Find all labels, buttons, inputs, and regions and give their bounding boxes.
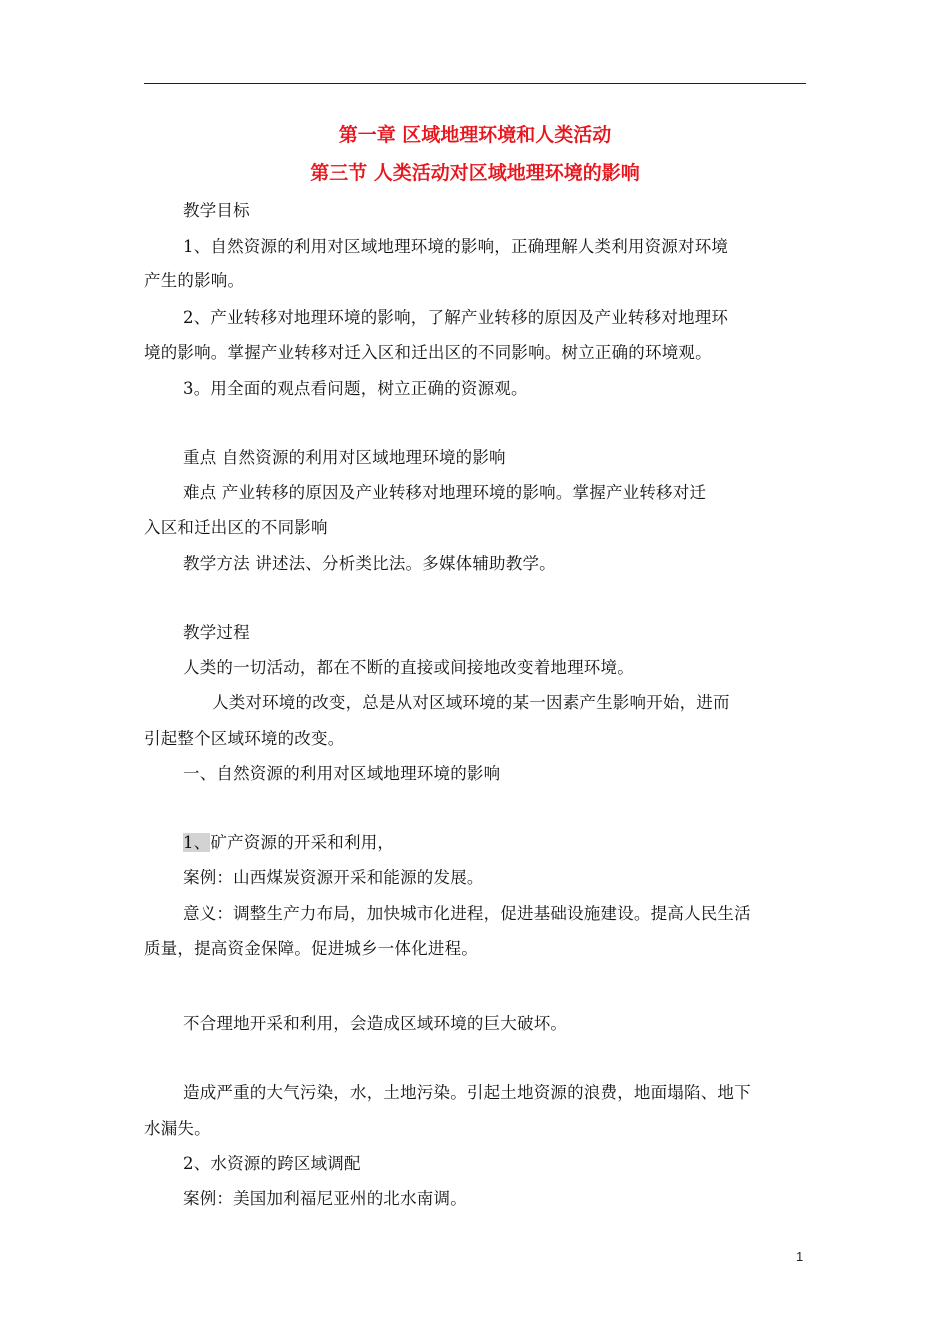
difficulty-line-1: 难点 产业转移的原因及产业转移对地理环境的影响。掌握产业转移对迁 bbox=[183, 483, 707, 502]
goal-2-line-2: 境的影响。掌握产业转移对迁入区和迁出区的不同影响。树立正确的环境观。 bbox=[144, 343, 712, 362]
difficulty-line-2: 入区和迁出区的不同影响 bbox=[144, 518, 328, 537]
pollution-line-1: 造成严重的大气污染，水，土地污染。引起土地资源的浪费，地面塌陷、地下 bbox=[183, 1083, 751, 1102]
key-point: 重点 自然资源的利用对区域地理环境的影响 bbox=[183, 448, 506, 467]
goal-1-line-2: 产生的影响。 bbox=[144, 271, 245, 290]
section-1-heading: 一、自然资源的利用对区域地理环境的影响 bbox=[183, 764, 501, 783]
paragraph-1: 人类的一切活动，都在不断的直接或间接地改变着地理环境。 bbox=[183, 658, 634, 677]
process-heading: 教学过程 bbox=[183, 623, 250, 642]
teaching-methods: 教学方法 讲述法、分析类比法。多媒体辅助教学。 bbox=[183, 554, 556, 573]
case-2: 案例：美国加利福尼亚州的北水南调。 bbox=[183, 1189, 467, 1208]
section-title: 第三节 人类活动对区域地理环境的影响 bbox=[310, 162, 640, 184]
goal-2-line-1: 2、产业转移对地理环境的影响，了解产业转移的原因及产业转移对地理环 bbox=[183, 308, 729, 327]
item-2: 2、水资源的跨区域调配 bbox=[183, 1154, 361, 1173]
goals-heading: 教学目标 bbox=[183, 201, 250, 220]
header-rule bbox=[144, 83, 806, 84]
case-1: 案例：山西煤炭资源开采和能源的发展。 bbox=[183, 868, 484, 887]
harm-statement: 不合理地开采和利用，会造成区域环境的巨大破坏。 bbox=[183, 1014, 568, 1033]
paragraph-2-line-1: 人类对环境的改变，总是从对区域环境的某一因素产生影响开始，进而 bbox=[212, 693, 730, 712]
page-number: 1 bbox=[796, 1249, 804, 1264]
meaning-line-1: 意义：调整生产力布局，加快城市化进程，促进基础设施建设。提高人民生活 bbox=[183, 904, 751, 923]
paragraph-2-line-2: 引起整个区域环境的改变。 bbox=[144, 729, 345, 748]
chapter-title: 第一章 区域地理环境和人类活动 bbox=[338, 124, 612, 146]
item-1-number: 1、 bbox=[183, 833, 211, 852]
item-1 bbox=[183, 832, 394, 854]
goal-1-line-1: 1、自然资源的利用对区域地理环境的影响，正确理解人类利用资源对环境 bbox=[183, 237, 729, 256]
goal-3: 3。用全面的观点看问题，树立正确的资源观。 bbox=[183, 379, 528, 398]
item-1-text: 矿产资源的开采和利用， bbox=[210, 833, 395, 852]
pollution-line-2: 水漏失。 bbox=[144, 1119, 211, 1138]
meaning-line-2: 质量，提高资金保障。促进城乡一体化进程。 bbox=[144, 939, 478, 958]
